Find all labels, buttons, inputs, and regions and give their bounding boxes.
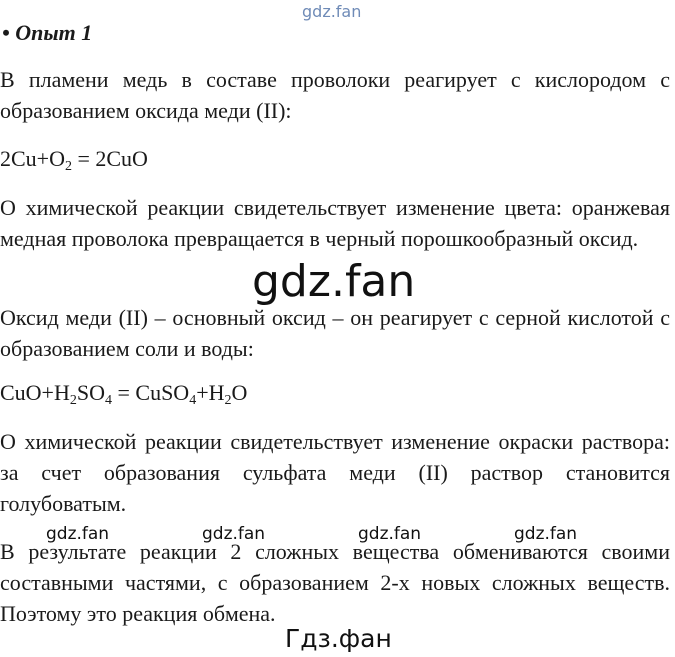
equation-2-sub-c: 4 xyxy=(189,393,197,408)
watermark-bottom: Гдз.фан xyxy=(285,624,392,653)
equation-2-part-a: CuO+H xyxy=(0,380,70,405)
equation-2-part-d: +H xyxy=(196,380,225,405)
watermark-row-2: gdz.fan xyxy=(202,524,266,544)
equation-2 xyxy=(0,380,247,406)
watermark-row-1: gdz.fan xyxy=(46,524,110,544)
paragraph-3: Оксид меди (II) – основный оксид – он реагирует с серной кислотой с образованием соли и воды: xyxy=(0,305,670,361)
equation-1-sub-a: 2 xyxy=(64,159,72,174)
equation-2-sub-b: 4 xyxy=(104,393,112,408)
equation-2-part-c: = CuSO xyxy=(111,380,190,405)
equation-2-sub-d: 2 xyxy=(224,393,232,408)
watermark-top: gdz.fan xyxy=(302,2,362,21)
watermark-center: gdz.fan xyxy=(252,256,416,307)
paragraph-2: О химической реакции свидетельствует изменение цвета: оранжевая медная проволока превращается в черный порошкообразный оксид. xyxy=(0,195,670,251)
paragraph-4: О химической реакции свидетельствует изменение окраски раствора: за счет образования сульфата меди (II) раствор становится голубоватым. xyxy=(0,429,670,516)
equation-1-part-b: = 2CuO xyxy=(71,146,148,171)
paragraph-1: В пламени медь в составе проволоки реагирует с кислородом с образованием оксида меди (II): xyxy=(0,67,670,123)
equation-1 xyxy=(0,146,148,172)
equation-2-part-b: SO xyxy=(76,380,105,405)
paragraph-5: В результате реакции 2 сложных вещества обмениваются своими составными частями, с образованием 2-х новых сложных веществ. Поэтому это реакция обмена. xyxy=(0,539,670,626)
equation-1-part-a: 2Cu+O xyxy=(0,146,65,171)
equation-2-part-e: O xyxy=(231,380,248,405)
experiment-heading: • Опыт 1 xyxy=(2,20,93,45)
equation-2-sub-a: 2 xyxy=(69,393,77,408)
watermark-row-3: gdz.fan xyxy=(358,524,422,544)
watermark-row-4: gdz.fan xyxy=(514,524,578,544)
